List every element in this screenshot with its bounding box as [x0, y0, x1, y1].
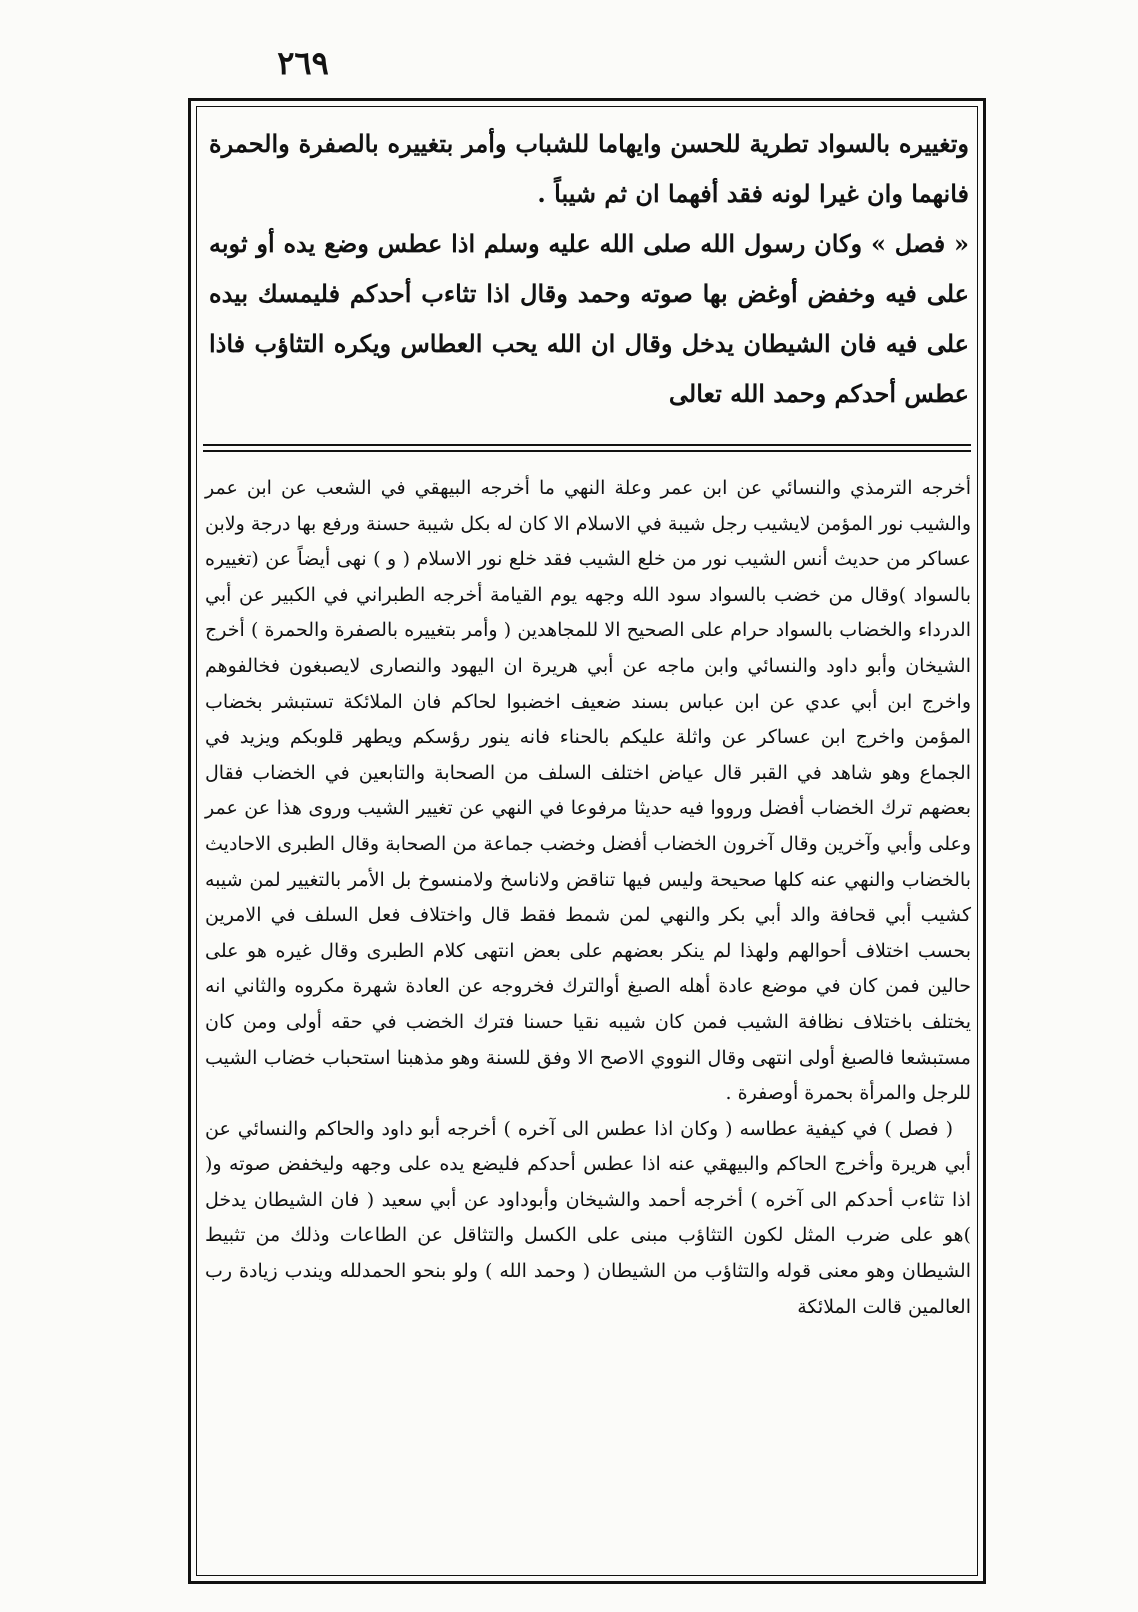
page-number: ٢٦٩ — [277, 44, 329, 82]
commentary-paragraph-2: ( فصل ) في كيفية عطاسه ( وكان اذا عطس الى آخره ) أخرجه أبو داود والحاكم والنسائي عن أبي هريرة وأخرج الحاكم والبيهقي عنه اذا عطس أحدكم فليضع يده على وجهه وليخفض صوته و( اذا تثاءب أحدكم الى آخره ) أخرجه أحمد والشيخان وأبوداود عن أبي سعيد ( فان الشيطان يدخل )هو على ضرب المثل لكون التثاؤب مبنى على الكسل والتثاقل عن الطاعات وذلك من تثبيط الشيطان وهو معنى قوله والتثاؤب من الشيطان ( وحمد الله ) ولو بنحو الحمدلله ويندب زيادة رب العالمين قالت الملائكة — [205, 1117, 971, 1318]
separator-rule-bottom — [203, 450, 971, 452]
commentary-paragraph-1: أخرجه الترمذي والنسائي عن ابن عمر وعلة النهي ما أخرجه البيهقي في الشعب عن ابن عمر والشيب نور المؤمن لايشيب رجل شيبة في الاسلام الا كان له بكل شيبة حسنة ورفع بها درجة ولابن عساكر من حديث أنس الشيب نور من خلع الشيب فقد خلع نور الاسلام ( و ) نهى أيضاً عن (تغييره بالسواد )وقال من خضب بالسواد سود الله وجهه يوم القيامة أخرجه الطبراني في الكبير عن أبي الدرداء والخضاب بالسواد حرام على الصحيح الا للمجاهدين ( وأمر بتغييره بالصفرة والحمرة ) أخرج الشيخان وأبو داود والنسائي وابن ماجه عن أبي هريرة ان اليهود والنصارى لايصبغون فخالفوهم واخرج ابن أبي عدي عن ابن عباس بسند ضعيف اخضبوا لحاكم فان الملائكة تستبشر بخضاب المؤمن واخرج ابن عساكر عن واثلة عليكم بالحناء فانه ينور رؤسكم ويطهر قلوبكم ويزيد في الجماع وهو شاهد في القبر قال عياض اختلف السلف من الصحابة والتابعين في الخضاب فقال بعضهم ترك الخضاب أفضل ورووا فيه حديثا مرفوعا في النهي عن تغيير الشيب وروى هذا عن عمر وعلى وأبي وآخرين وقال آخرون الخضاب أفضل وخضب جماعة من الصحابة وقال الطبرى الاحاديث بالخضاب والنهي عنه كلها صحيحة وليس فيها تناقض ولاناسخ ولامنسوخ بل الأمر بالتغيير لمن شيبه كشيب أبي قحافة والد أبي بكر والنهي لمن شمط فقط قال واختلاف فعل السلف في الامرين بحسب اختلاف أحوالهم ولهذا لم ينكر بعضهم على بعض انتهى كلام الطبرى وقال غيره هو على حالين فمن كان في موضع عادة أهله الصبغ أوالترك فخروجه عن العادة شهرة مكروه والثاني انه يختلف باختلاف نظافة الشيب فمن كان شيبه نقيا حسنا فترك الخضب في حقه أولى ومن كان مستبشعا فالصبغ أولى انتهى وقال النووي الاصح الا وفق للسنة وهو مذهبنا استحباب خضاب الشيب للرجل والمرأة بحمرة أوصفرة . — [205, 477, 971, 1105]
main-text-paragraph-1: وتغييره بالسواد تطرية للحسن وايهاما للشباب وأمر بتغييره بالصفرة والحمرة فانهما وان غيرا لونه فقد أفهما ان ثم شيباً . — [209, 129, 969, 208]
main-text-block — [209, 119, 969, 419]
commentary-block — [205, 471, 971, 1325]
main-text-paragraph-2: وكان رسول الله صلى الله عليه وسلم اذا عطس وضع يده أو ثوبه على فيه وخفض أوغض بها صوته وحمد وقال اذا تثاءب أحدكم فليمسك بيده على فيه فان الشيطان يدخل وقال ان الله يحب العطاس ويكره التثاؤب فاذا عطس أحدكم وحمد الله تعالى — [209, 229, 969, 408]
separator-rule-top — [203, 444, 971, 446]
section-heading-fasl: « فصل » — [870, 229, 970, 258]
page-frame — [188, 98, 986, 1584]
